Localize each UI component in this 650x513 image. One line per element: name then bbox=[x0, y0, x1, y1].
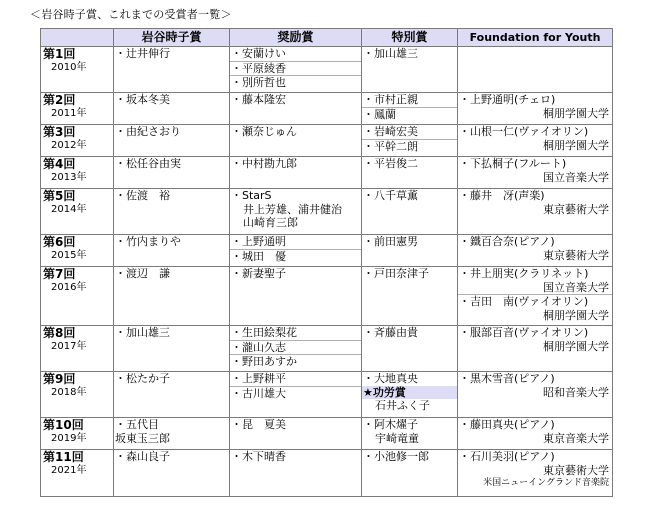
table-row bbox=[41, 267, 613, 326]
header-row bbox=[41, 29, 613, 47]
iwatani-winners-cell bbox=[114, 125, 230, 157]
winner-name: ・上野通明 bbox=[231, 235, 286, 248]
winner-name: ・森山良子 bbox=[115, 450, 170, 463]
winner-name: ・野田あすか bbox=[230, 354, 361, 369]
youth-winners-cell bbox=[458, 93, 613, 125]
year-label: 2014年 bbox=[51, 204, 87, 215]
special-winners-cell bbox=[362, 372, 458, 418]
encouragement-winners-cell bbox=[230, 326, 362, 372]
winner-name: 山崎育三郎 bbox=[243, 216, 298, 230]
youth-winners-cell bbox=[458, 418, 613, 450]
year-label: 2019年 bbox=[51, 433, 87, 444]
winner-name: ・山根一仁(ヴァイオリン) bbox=[459, 125, 589, 138]
special-winners-cell bbox=[362, 189, 458, 235]
special-winners-cell bbox=[362, 450, 458, 497]
year-label: 2011年 bbox=[51, 108, 87, 119]
year-label: 2012年 bbox=[51, 140, 87, 151]
table-row bbox=[41, 93, 613, 125]
iwatani-winners-cell bbox=[114, 93, 230, 125]
header-round bbox=[41, 29, 114, 47]
encouragement-winners-cell bbox=[230, 47, 362, 93]
round-label: 第1回 bbox=[43, 47, 76, 61]
round-cell bbox=[41, 450, 114, 497]
year-label: 2013年 bbox=[51, 172, 87, 183]
school-name: 桐朋学園大学 bbox=[543, 308, 609, 322]
winner-name: ・斉藤由貴 bbox=[363, 326, 418, 339]
encouragement-winners-cell bbox=[230, 418, 362, 450]
youth-winners-cell bbox=[458, 189, 613, 235]
school-name: 東京藝術大学 bbox=[543, 463, 609, 477]
winner-name: ・黒木雪音(ピアノ) bbox=[459, 372, 555, 385]
winner-name: ・由紀さおり bbox=[115, 125, 181, 138]
winner-name: ・服部百音(ヴァイオリン) bbox=[459, 326, 589, 339]
table-row bbox=[41, 326, 613, 372]
winner-name: ・別所哲也 bbox=[230, 75, 361, 90]
header-encouragement-prize: 奨励賞 bbox=[230, 29, 362, 47]
year-label: 2015年 bbox=[51, 250, 87, 261]
winner-name: ・藤本隆宏 bbox=[231, 93, 286, 106]
special-winners-cell bbox=[362, 125, 458, 157]
round-label: 第7回 bbox=[43, 267, 76, 281]
winner-name: ・上野耕平 bbox=[231, 372, 286, 385]
encouragement-winners-cell bbox=[230, 235, 362, 267]
special-winners-cell bbox=[362, 267, 458, 326]
special-winners-cell bbox=[362, 326, 458, 372]
winner-name: ・吉田 南(ヴァイオリン) bbox=[458, 294, 612, 309]
winner-name: ・八千草薫 bbox=[363, 189, 418, 202]
winner-name: ・坂本冬美 bbox=[115, 93, 170, 106]
winner-name: ・藤田真央(ピアノ) bbox=[459, 418, 555, 431]
round-label: 第11回 bbox=[43, 450, 84, 464]
iwatani-winners-cell bbox=[114, 157, 230, 189]
winner-name: ・阿木燿子 bbox=[363, 418, 418, 431]
round-cell bbox=[41, 326, 114, 372]
page-title: ＜岩谷時子賞、これまでの受賞者一覧＞ bbox=[30, 8, 232, 21]
round-cell bbox=[41, 189, 114, 235]
round-cell bbox=[41, 93, 114, 125]
winner-name: ・竹内まりや bbox=[115, 235, 181, 248]
table-row bbox=[41, 189, 613, 235]
iwatani-winners-cell bbox=[114, 372, 230, 418]
winner-name: ・安蘭けい bbox=[231, 47, 286, 60]
winner-name: ・昆 夏美 bbox=[231, 418, 286, 431]
winner-name: ・StarS bbox=[231, 189, 272, 202]
round-label: 第6回 bbox=[43, 235, 76, 249]
winner-name: ・瀧山久志 bbox=[230, 340, 361, 355]
winner-name: ・市村正親 bbox=[363, 93, 418, 106]
winner-name: ・下払桐子(フルート) bbox=[459, 157, 567, 170]
winner-name: ・鐵百合奈(ピアノ) bbox=[459, 235, 555, 248]
table-row bbox=[41, 125, 613, 157]
special-winners-cell bbox=[362, 157, 458, 189]
school-name: 桐朋学園大学 bbox=[543, 106, 609, 120]
year-label: 2018年 bbox=[51, 387, 87, 398]
encouragement-winners-cell bbox=[230, 157, 362, 189]
winner-name: ・上野通明(チェロ) bbox=[459, 93, 556, 106]
table-row bbox=[41, 372, 613, 418]
winner-name: ・瀬奈じゅん bbox=[231, 125, 297, 138]
round-cell bbox=[41, 418, 114, 450]
winner-name: ・城田 優 bbox=[230, 249, 361, 264]
awards-table bbox=[40, 28, 613, 497]
winner-name: ・平原綾香 bbox=[230, 61, 361, 76]
table-row bbox=[41, 47, 613, 93]
special-winners-cell bbox=[362, 418, 458, 450]
table-row bbox=[41, 235, 613, 267]
year-label: 2017年 bbox=[51, 341, 87, 352]
winner-name: ・五代目 bbox=[115, 418, 159, 431]
winner-name: ・松任谷由実 bbox=[115, 157, 181, 170]
header-foundation-for-youth: Foundation for Youth bbox=[458, 29, 613, 47]
round-label: 第3回 bbox=[43, 125, 76, 139]
youth-winners-cell bbox=[458, 125, 613, 157]
winner-name: ・佐渡 裕 bbox=[115, 189, 170, 202]
winner-name: ・加山雄三 bbox=[363, 47, 418, 60]
round-label: 第5回 bbox=[43, 189, 76, 203]
encouragement-winners-cell bbox=[230, 189, 362, 235]
school-name: 桐朋学園大学 bbox=[543, 138, 609, 152]
winner-name: ・平岩俊二 bbox=[363, 157, 418, 170]
winner-name: ・平幹二朗 bbox=[362, 139, 457, 154]
winner-name: 宇崎竜童 bbox=[375, 431, 419, 445]
winner-name: ・大地真央 bbox=[363, 372, 418, 385]
winner-name: ・小池修一郎 bbox=[363, 450, 429, 463]
school-name: 米国ニューイングランド音楽院 bbox=[483, 478, 609, 489]
merit-award-label: ★功労賞 bbox=[362, 386, 457, 400]
round-cell bbox=[41, 372, 114, 418]
winner-name: ・鳳蘭 bbox=[362, 107, 457, 122]
iwatani-winners-cell bbox=[114, 450, 230, 497]
winner-name: ・岩崎宏美 bbox=[363, 125, 418, 138]
special-winners-cell bbox=[362, 93, 458, 125]
encouragement-winners-cell bbox=[230, 372, 362, 418]
round-cell bbox=[41, 235, 114, 267]
iwatani-winners-cell bbox=[114, 235, 230, 267]
winner-name: ・戸田奈津子 bbox=[363, 267, 429, 280]
round-cell bbox=[41, 267, 114, 326]
school-name: 国立音楽大学 bbox=[543, 170, 609, 184]
table-row bbox=[41, 418, 613, 450]
iwatani-winners-cell bbox=[114, 47, 230, 93]
encouragement-winners-cell bbox=[230, 125, 362, 157]
winner-name: ・藤井 冴(声楽) bbox=[459, 189, 545, 202]
table-row bbox=[41, 157, 613, 189]
winner-name: ・井上朋実(クラリネット) bbox=[459, 267, 589, 280]
round-cell bbox=[41, 47, 114, 93]
youth-winners-cell bbox=[458, 157, 613, 189]
iwatani-winners-cell bbox=[114, 189, 230, 235]
encouragement-winners-cell bbox=[230, 267, 362, 326]
winner-name: ・加山雄三 bbox=[115, 326, 170, 339]
year-label: 2021年 bbox=[51, 465, 87, 476]
school-name: 国立音楽大学 bbox=[543, 280, 609, 294]
special-winners-cell bbox=[362, 47, 458, 93]
school-name: 東京藝術大学 bbox=[543, 248, 609, 262]
winner-name: 石井ふく子 bbox=[375, 399, 430, 413]
winner-name: ・生田絵梨花 bbox=[231, 326, 297, 339]
youth-winners-cell bbox=[458, 372, 613, 418]
round-label: 第10回 bbox=[43, 418, 84, 432]
iwatani-winners-cell bbox=[114, 418, 230, 450]
youth-winners-cell bbox=[458, 450, 613, 497]
round-cell bbox=[41, 125, 114, 157]
youth-winners-cell bbox=[458, 267, 613, 326]
winner-name: 坂東玉三郎 bbox=[115, 431, 170, 445]
school-name: 東京藝術大学 bbox=[543, 202, 609, 216]
round-label: 第2回 bbox=[43, 93, 76, 107]
header-iwatani-prize: 岩谷時子賞 bbox=[114, 29, 230, 47]
winner-name: ・渡辺 謙 bbox=[115, 267, 170, 280]
school-name: 桐朋学園大学 bbox=[543, 339, 609, 353]
round-cell bbox=[41, 157, 114, 189]
winner-name: ・古川雄大 bbox=[230, 386, 361, 401]
year-label: 2016年 bbox=[51, 282, 87, 293]
youth-winners-cell bbox=[458, 47, 613, 93]
winner-name: ・松たか子 bbox=[115, 372, 170, 385]
round-label: 第9回 bbox=[43, 372, 76, 386]
table-row bbox=[41, 450, 613, 497]
winner-name: ・石川美羽(ピアノ) bbox=[459, 450, 555, 463]
winner-name: ・辻井伸行 bbox=[115, 47, 170, 60]
youth-winners-cell bbox=[458, 235, 613, 267]
round-label: 第8回 bbox=[43, 326, 76, 340]
round-label: 第4回 bbox=[43, 157, 76, 171]
iwatani-winners-cell bbox=[114, 326, 230, 372]
year-label: 2010年 bbox=[51, 62, 87, 73]
school-name: 昭和音楽大学 bbox=[543, 385, 609, 399]
encouragement-winners-cell bbox=[230, 93, 362, 125]
winner-name: ・木下晴香 bbox=[231, 450, 286, 463]
winner-name: ・中村勘九郎 bbox=[231, 157, 297, 170]
youth-winners-cell bbox=[458, 326, 613, 372]
winner-name: ・前田憲男 bbox=[363, 235, 418, 248]
header-special-prize: 特別賞 bbox=[362, 29, 458, 47]
winner-name: 井上芳雄、浦井健治 bbox=[243, 202, 342, 216]
encouragement-winners-cell bbox=[230, 450, 362, 497]
winner-name: ・新妻聖子 bbox=[231, 267, 286, 280]
iwatani-winners-cell bbox=[114, 267, 230, 326]
school-name: 東京音楽大学 bbox=[543, 431, 609, 445]
special-winners-cell bbox=[362, 235, 458, 267]
